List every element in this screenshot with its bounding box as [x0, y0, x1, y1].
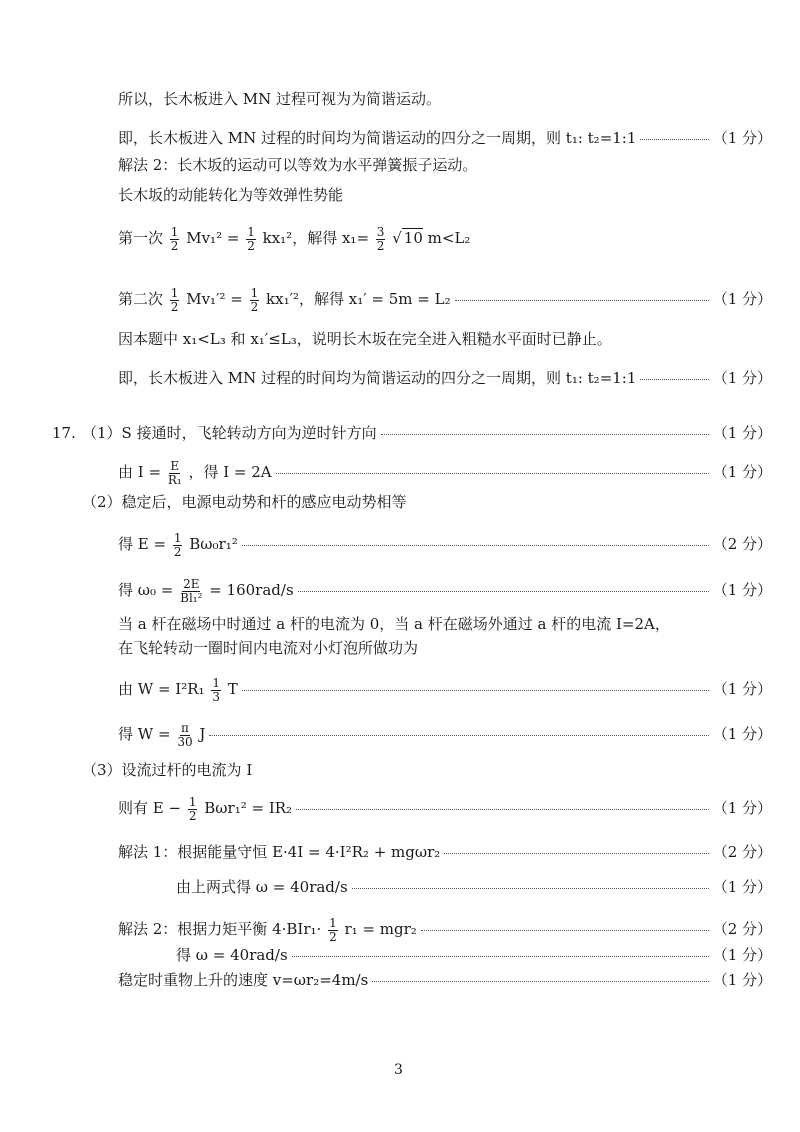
- eq-first-lhs: Mv₁² =: [186, 229, 240, 248]
- line-2-text: 即，长木板进入 MN 过程的时间均为简谐运动的四分之一周期，则 t₁: t₂=1:1: [118, 129, 637, 147]
- score-label: （1 分）: [712, 290, 772, 309]
- dot-leader: [640, 139, 708, 140]
- dot-leader: [209, 735, 708, 736]
- fraction-third: $\frac{1}{3}$: [212, 676, 220, 704]
- q17-omega0-eq: 得 ω₀ = $\frac{2E}{\text{Bl₁²}}$ = 160rad/s: [118, 577, 294, 605]
- dot-leader: [296, 809, 709, 810]
- score-label: （1 分）: [712, 799, 772, 818]
- q17-work-result-eq: 得 W = $\frac{\pi}{30}$ J: [118, 721, 206, 749]
- score-label: （1 分）: [712, 971, 772, 989]
- score-label: （1 分）: [712, 725, 772, 744]
- text-line-4: 长木坂的动能转化为等效弹性势能: [118, 186, 344, 204]
- sqrt-ten: 10: [403, 229, 423, 248]
- score-label: （1 分）: [712, 878, 772, 896]
- q17-work-result-line: [118, 722, 772, 748]
- dot-leader: [352, 888, 709, 889]
- q17-current-eq: 由 I = $\frac{E}{\text{R₁}}$ ，得 I = 2A: [118, 459, 272, 487]
- q17-part3-heading: （3）设流过杆的电流为 I: [82, 761, 253, 779]
- text-line-3: 解法 2：长木坂的运动可以等效为水平弹簧振子运动。: [118, 156, 478, 174]
- fraction-three-halves: $\frac{3}{2}$: [376, 225, 385, 253]
- eq-first-tail: m<L₂: [427, 229, 471, 248]
- fraction-pi-over-30: $\frac{\pi}{30}$: [177, 721, 193, 749]
- fraction-half: $\frac{1}{2}$: [170, 286, 179, 314]
- dot-leader: [298, 591, 709, 592]
- velocity-line: [118, 973, 772, 988]
- equation-first: 第一次 $\frac{1}{2}$ Mv₁² = $\frac{1}{2}$ kx₁²，解得 x₁= $\frac{3}{2}$ √ 10 m<L₂: [118, 225, 471, 253]
- q17-emf-line: [118, 532, 772, 558]
- text-line-7: 因本题中 x₁<L₃ 和 x₁′≤L₃，说明长木坂在完全进入粗糙水平面时已静止。: [118, 330, 612, 348]
- q17-current-line: [118, 460, 772, 486]
- score-label: （1 分）: [712, 129, 772, 147]
- dot-leader: [292, 956, 709, 957]
- eq-second-body: 第二次 $\frac{1}{2}$ Mv₁′² = $\frac{1}{2}$ kx₁′²，解得 x₁′ = 5m = L₂: [118, 286, 451, 314]
- fraction-half: $\frac{1}{2}$: [329, 916, 337, 944]
- dot-leader: [276, 473, 709, 474]
- dot-leader: [640, 379, 708, 380]
- score-label: （1 分）: [712, 463, 772, 482]
- question-number: 17.: [52, 424, 76, 442]
- score-label: （2 分）: [712, 843, 772, 861]
- method1-result-line: [176, 880, 772, 895]
- score-label: （2 分）: [712, 535, 772, 554]
- method1-line: [118, 845, 772, 860]
- eq-first-label: 第一次: [118, 229, 164, 248]
- fraction-half: $\frac{1}{2}$: [170, 225, 179, 253]
- score-label: （1 分）: [712, 369, 772, 387]
- dot-leader: [372, 981, 708, 982]
- q17-part1-text: （1）S 接通时，飞轮转动方向为逆时针方向: [82, 424, 377, 442]
- score-label: （1 分）: [712, 946, 772, 964]
- text-line-2: [118, 131, 772, 146]
- equation-second: [118, 287, 772, 313]
- fraction-half: $\frac{1}{2}$: [247, 225, 255, 253]
- method2-line: [118, 917, 772, 943]
- score-label: （1 分）: [712, 680, 772, 699]
- q17-work-eq: 由 W = I²R₁ $\frac{1}{3}$ T: [118, 676, 238, 704]
- fraction-half: $\frac{1}{2}$: [188, 795, 197, 823]
- line-8-text: 即，长木板进入 MN 过程的时间均为简谐运动的四分之一周期，则 t₁: t₂=1:1: [118, 369, 637, 387]
- fraction-2e-over-bl: $\frac{2E}{\text{Bl₁²}}$: [180, 577, 203, 605]
- q17-part3-eq: 则有 E − $\frac{1}{2}$ Bωr₁² = IR₂: [118, 795, 293, 823]
- method2-eq: 解法 2：根据力矩平衡 4·BIr₁· $\frac{1}{2}$ r₁ = mgr₂: [118, 916, 417, 944]
- method1-result-text: 由上两式得 ω = 40rad/s: [176, 878, 348, 896]
- dot-leader: [242, 545, 709, 546]
- q17-work-line: [118, 677, 772, 703]
- q17-part1-line: [82, 426, 772, 441]
- dot-leader: [381, 434, 709, 435]
- velocity-text: 稳定时重物上升的速度 v=ωr₂=4m/s: [118, 971, 369, 989]
- q17-emf-eq: 得 E = $\frac{1}{2}$ Bω₀r₁²: [118, 531, 238, 559]
- dot-leader: [444, 853, 708, 854]
- page-number: 3: [394, 1062, 403, 1078]
- score-label: （1 分）: [712, 581, 772, 600]
- fraction-e-over-r1: $\frac{E}{\text{R₁}}$: [167, 459, 182, 487]
- fraction-half: $\frac{1}{2}$: [250, 286, 259, 314]
- score-label: （2 分）: [712, 920, 772, 939]
- text-line-14: 当 a 杆在磁场中时通过 a 杆的电流为 0，当 a 杆在磁场外通过 a 杆的电流 I=2A，: [118, 615, 670, 633]
- dot-leader: [242, 690, 709, 691]
- method1-text: 解法 1：根据能量守恒 E·4I = 4·I²R₂ + mgωr₂: [118, 843, 441, 861]
- text-line-15: 在飞轮转动一圈时间内电流对小灯泡所做功为: [118, 639, 419, 657]
- eq-first-rhs: kx₁²，解得 x₁=: [262, 229, 370, 248]
- score-label: （1 分）: [712, 424, 772, 442]
- q17-part2-heading: （2）稳定后，电源电动势和杆的感应电动势相等: [82, 493, 407, 511]
- method2-result-text: 得 ω = 40rad/s: [176, 946, 288, 964]
- method2-result-line: [176, 948, 772, 963]
- dot-leader: [421, 930, 709, 931]
- dot-leader: [455, 300, 709, 301]
- text-line-8: [118, 371, 772, 386]
- q17-omega0-line: [118, 578, 772, 604]
- text-line-1: 所以，长木板进入 MN 过程可视为为简谐运动。: [118, 90, 442, 108]
- fraction-half: $\frac{1}{2}$: [173, 531, 182, 559]
- q17-part3-eq-line: [118, 796, 772, 822]
